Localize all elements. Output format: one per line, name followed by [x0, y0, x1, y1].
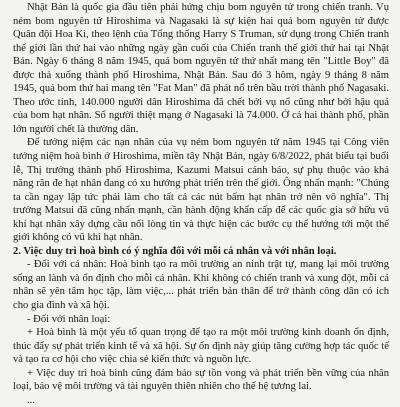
paragraph-memorial: Để tưởng niệm các nạn nhân của vụ ném bom nguyên tử năm 1945 tại Công viên tưởng niệm hoà bình ở Hiroshima, miền tây Nhật Bản, ngày 6/8/2022, phát biểu tại buổi lễ, Thị trưởng thành phố Hiroshima, Kazumi Matsui cảnh báo, sự phụ thuộc vào khả năng răn đe hạt nhân đang có xu hướng phát triển trên thế giới. Ông nhấn mạnh: "Chúng ta cần ngay lập tức phải làm cho tất cả các nút bấm hạt nhân trở nên vô nghĩa". Thị trưởng Matsui đã cũng nhấn mạnh, cần hành động khẩn cấp để các quốc gia sở hữu vũ khí hạt nhân xây dựng cầu nối lòng tin và thực hiện các bước cụ thể hướng tới một thế giới không có vũ khí hạt nhân. [13, 137, 389, 244]
ellipsis-text: ... [27, 394, 35, 406]
document-page [0, 1, 400, 406]
label-humanity: - Đối với nhân loại: [27, 313, 111, 325]
section-heading: 2. Việc duy trì hoà bình có ý nghĩa đối với mỗi cá nhân và với nhân loại. [13, 245, 337, 257]
point-sustainability: + Việc duy trì hoà bình cũng đảm bảo sự tồn vong và phát triển bền vững của nhân loại, bảo vệ môi trường và tài nguyên thiên nhiên cho thế hệ tương lai. [13, 367, 389, 393]
point-economy: + Hoà bình là một yếu tố quan trọng để tạo ra một môi trường kinh doanh ổn định, thúc đẩy sự phát triển kinh tế và xã hội. Sự ổn định này giúp tăng cường hợp tác quốc tế và tạo ra cơ hội cho việc chia sẻ kiến thức và nguồn lực. [13, 327, 389, 366]
paragraph-individual: - Đối với cá nhân: Hoà bình tạo ra môi trường an ninh trật tự, mang lại môi trường sống an lành và ổn định cho mỗi cá nhân. Khi không có chiến tranh và xung đột, mỗi cá nhân sẽ yên tâm học tập, làm việc,... phát triển bản thân để trở thành công dân có ích cho gia đình và xã hội. [13, 259, 389, 312]
paragraph-hiroshima-nagasaki: Nhật Bản là quốc gia đầu tiên phải hứng chịu bom nguyên tử trong chiến tranh. Vụ ném bom nguyên tử Hiroshima và Nagasaki là sự kiện hai quả bom nguyên tử được Quân đội Hoa Kì, theo lệnh của Tổng thống Harry S Truman, sử dụng trong Chiến tranh thế giới lần thứ hai vào những ngày gần cuối của Chiến tranh thế giới thứ hai tại Nhật Bản. Ngày 6 tháng 8 năm 1945, quả bom nguyên tử thứ nhất mang tên "Little Boy" đã được thả xuống thành phố Hiroshima, Nhật Bản. Sau đó 3 hôm, ngày 9 tháng 8 năm 1945, quả bom thứ hai mang tên "Fat Man" đã phát nổ trên bầu trời thành phố Nagasaki. Theo ước tính, 140.000 người dân Hiroshima đã chết bởi vụ nổ cũng như bởi hậu quả của bom hạt nhân. Số người thiệt mạng ở Nagasaki là 74.000. Ở cả hai thành phố, phần lớn người chết là thường dân. [13, 2, 389, 135]
